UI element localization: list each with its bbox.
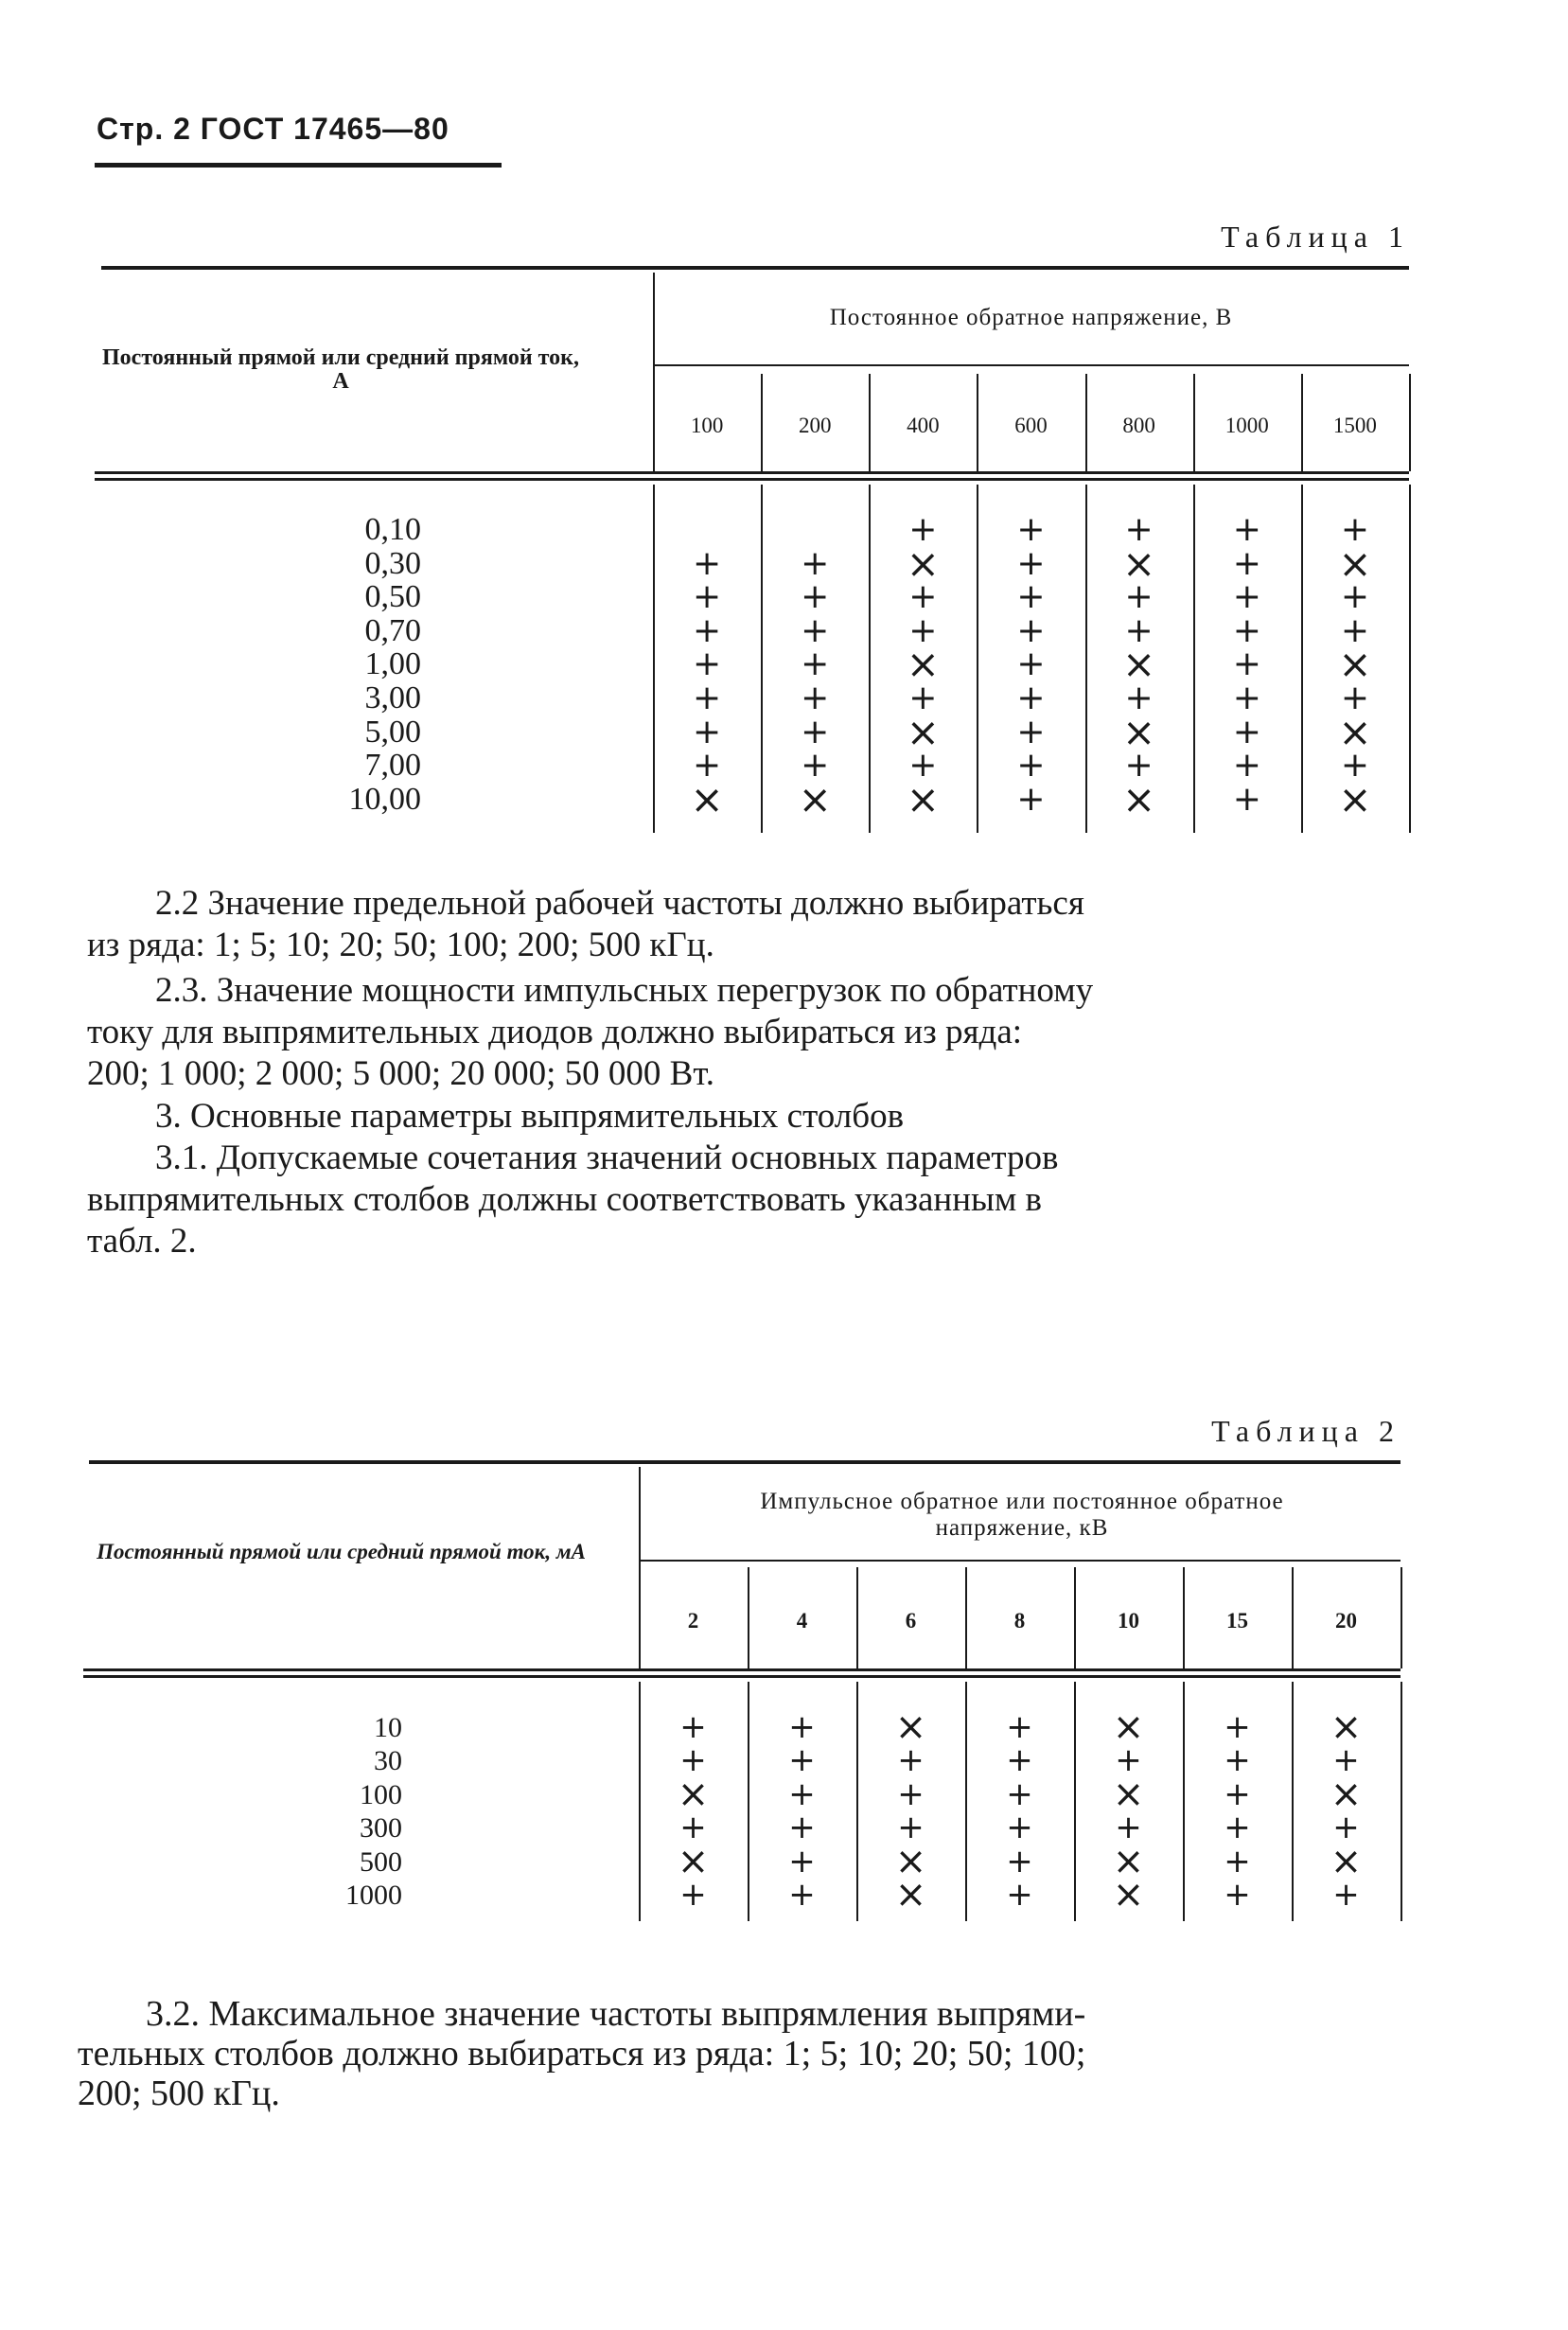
cross-mark: × <box>677 1839 710 1883</box>
plus-mark: + <box>1115 1741 1142 1780</box>
plus-mark: + <box>1006 1774 1033 1813</box>
cross-mark: × <box>798 775 832 822</box>
cross-mark: × <box>906 775 940 822</box>
paragraph-3-2-line: 3.2. Максимальное значение частоты выпрямления выпрями- <box>146 1994 1086 2034</box>
paragraph <box>87 1138 1410 1262</box>
cross-mark: × <box>1112 1705 1145 1749</box>
table1-top-rule <box>101 266 1409 270</box>
plus-mark: + <box>1016 543 1046 583</box>
page-number: Стр. 2 <box>97 112 191 146</box>
plus-mark: + <box>692 746 722 785</box>
cross-mark: × <box>1122 708 1156 755</box>
table1-column-header: 1000 <box>1224 414 1269 437</box>
paragraph-line: выпрямительных столбов должны соответствовать указанным в <box>87 1180 1043 1219</box>
plus-mark: + <box>1006 1876 1033 1914</box>
plus-mark: + <box>679 1708 707 1746</box>
table1-column-header: 600 <box>1014 414 1048 437</box>
plus-mark: + <box>801 712 830 751</box>
plus-mark: + <box>1124 746 1154 785</box>
plus-mark: + <box>1232 543 1261 583</box>
table1-row-label: 0,70 <box>364 612 421 648</box>
plus-mark: + <box>1332 1876 1360 1914</box>
plus-mark: + <box>908 510 938 549</box>
paragraph-3-2 <box>78 1994 1402 2113</box>
table2-row-label: 100 <box>360 1778 402 1810</box>
plus-mark: + <box>1124 577 1154 617</box>
table1-caption: Таблица 1 <box>1221 220 1410 254</box>
plus-mark: + <box>1016 712 1046 751</box>
cross-mark: × <box>677 1772 710 1816</box>
plus-mark: + <box>1224 1876 1251 1914</box>
cross-mark: × <box>690 775 724 822</box>
table1-row-label: 0,10 <box>364 512 421 547</box>
plus-mark: + <box>1232 577 1261 617</box>
table2-row-label: 1000 <box>345 1880 402 1911</box>
plus-mark: + <box>897 1809 925 1847</box>
paragraph-3-2-line: 200; 500 кГц. <box>78 2074 280 2113</box>
plus-mark: + <box>1232 712 1261 751</box>
table1-group-header: Постоянное обратное напряжение, В <box>829 305 1233 330</box>
plus-mark: + <box>788 1842 816 1880</box>
plus-mark: + <box>692 644 722 684</box>
plus-mark: + <box>1232 679 1261 717</box>
table1-head-rule <box>95 471 1409 474</box>
plus-mark: + <box>1224 1774 1251 1813</box>
paragraph-line: из ряда: 1; 5; 10; 20; 50; 100; 200; 500 кГц. <box>87 926 714 964</box>
cross-mark: × <box>1122 539 1156 587</box>
plus-mark: + <box>908 577 938 617</box>
empty-cell <box>761 513 869 547</box>
table2-head-rule <box>83 1668 1401 1671</box>
table2-col-divider <box>1401 1682 1402 1921</box>
cross-mark: × <box>894 1705 927 1749</box>
plus-mark: + <box>1332 1809 1360 1847</box>
plus-mark: + <box>1124 610 1154 650</box>
cross-mark: × <box>1330 1839 1363 1883</box>
table1-col-divider <box>1409 485 1411 833</box>
table2-row-label: 300 <box>360 1812 402 1845</box>
cross-mark: × <box>1330 1705 1363 1749</box>
plus-mark: + <box>679 1876 707 1914</box>
plus-mark: + <box>1232 610 1261 650</box>
plus-mark: + <box>801 644 830 684</box>
paragraph-line: 2.3. Значение мощности импульсных перегрузок по обратному <box>155 971 1094 1010</box>
table2-column-header: 6 <box>905 1609 917 1633</box>
cross-mark: × <box>894 1839 927 1883</box>
table1-col-divider <box>653 273 655 471</box>
table2-top-rule <box>89 1460 1401 1464</box>
plus-mark: + <box>1016 746 1046 785</box>
plus-mark: + <box>1232 779 1261 819</box>
header-rule <box>95 163 502 168</box>
table2-col-divider <box>1401 1567 1402 1668</box>
plus-mark: + <box>1006 1842 1033 1880</box>
plus-mark: + <box>801 679 830 717</box>
plus-mark: + <box>1016 679 1046 717</box>
cross-mark: × <box>906 539 940 587</box>
plus-mark: + <box>692 712 722 751</box>
plus-mark: + <box>692 543 722 583</box>
plus-mark: + <box>1124 510 1154 549</box>
cross-mark: × <box>1112 1772 1145 1816</box>
paragraph-line: 3.1. Допускаемые сочетания значений основных параметров <box>155 1139 1059 1177</box>
table2-caption: Таблица 2 <box>1211 1414 1401 1448</box>
standard-number: ГОСТ 17465—80 <box>200 112 449 146</box>
plus-mark: + <box>1232 644 1261 684</box>
plus-mark: + <box>1016 644 1046 684</box>
plus-mark: + <box>1340 577 1369 617</box>
plus-mark: + <box>1016 779 1046 819</box>
table1-row-label: 3,00 <box>364 680 421 715</box>
plus-mark: + <box>788 1741 816 1780</box>
paragraph-line: табл. 2. <box>87 1222 197 1261</box>
plus-mark: + <box>679 1741 707 1780</box>
cross-mark: × <box>906 708 940 755</box>
plus-mark: + <box>1340 510 1369 549</box>
table2-head-rule-2 <box>83 1675 1401 1678</box>
cross-mark: × <box>1122 775 1156 822</box>
plus-mark: + <box>1016 610 1046 650</box>
plus-mark: + <box>788 1774 816 1813</box>
plus-mark: + <box>908 746 938 785</box>
plus-mark: + <box>908 610 938 650</box>
plus-mark: + <box>1340 679 1369 717</box>
plus-mark: + <box>692 610 722 650</box>
page-header <box>97 112 449 147</box>
table2-column-header: 4 <box>796 1609 808 1633</box>
cross-mark: × <box>1122 641 1156 688</box>
plus-mark: + <box>801 543 830 583</box>
table1-row-label: 0,50 <box>364 579 421 615</box>
plus-mark: + <box>1115 1809 1142 1847</box>
table1-head-rule-2 <box>95 478 1409 481</box>
plus-mark: + <box>1340 610 1369 650</box>
paragraph <box>87 970 1410 1095</box>
table2-column-header: 2 <box>687 1609 699 1633</box>
paragraph <box>87 883 1410 966</box>
plus-mark: + <box>801 610 830 650</box>
empty-cell <box>653 513 761 547</box>
plus-mark: + <box>1224 1708 1251 1746</box>
table1-group-rule <box>653 364 1409 366</box>
paragraph-line: 2.2 Значение предельной рабочей частоты должно выбираться <box>155 884 1084 923</box>
plus-mark: + <box>897 1741 925 1780</box>
plus-mark: + <box>1232 746 1261 785</box>
plus-mark: + <box>1124 679 1154 717</box>
table1-column-header: 400 <box>907 414 940 437</box>
plus-mark: + <box>801 577 830 617</box>
plus-mark: + <box>788 1809 816 1847</box>
paragraph-line: 3. Основные параметры выпрямительных столбов <box>155 1097 905 1136</box>
plus-mark: + <box>801 746 830 785</box>
table2-group-header: Импульсное обратное или постоянное обратное напряжение, кВ <box>760 1489 1284 1541</box>
table1-row-label: 7,00 <box>364 748 421 784</box>
cross-mark: × <box>1112 1839 1145 1883</box>
cross-mark: × <box>894 1873 927 1916</box>
paragraph-line: 200; 1 000; 2 000; 5 000; 20 000; 50 000 Вт. <box>87 1054 714 1093</box>
cross-mark: × <box>1338 641 1372 688</box>
cross-mark: × <box>1338 708 1372 755</box>
table1-row-label: 1,00 <box>364 646 421 682</box>
table2-group-rule <box>639 1560 1401 1562</box>
paragraph-line: току для выпрямительных диодов должно выбираться из ряда: <box>87 1013 1023 1051</box>
plus-mark: + <box>1016 510 1046 549</box>
table1-col-divider <box>1409 374 1411 471</box>
plus-mark: + <box>1332 1741 1360 1780</box>
table2-row-header: Постоянный прямой или средний прямой ток, мА <box>97 1540 586 1563</box>
table1-column-header: 1500 <box>1332 414 1377 437</box>
cross-mark: × <box>1338 539 1372 587</box>
table2-col-divider <box>639 1467 641 1668</box>
table1-row-label: 5,00 <box>364 714 421 750</box>
table1-column-header: 800 <box>1122 414 1155 437</box>
plus-mark: + <box>1224 1842 1251 1880</box>
table1-row-label: 10,00 <box>348 781 421 817</box>
table2-row-label: 10 <box>374 1712 402 1743</box>
plus-mark: + <box>692 577 722 617</box>
paragraph <box>87 1096 1410 1138</box>
plus-mark: + <box>1224 1809 1251 1847</box>
plus-mark: + <box>788 1876 816 1914</box>
table2-column-header: 10 <box>1118 1609 1139 1633</box>
cross-mark: × <box>1338 775 1372 822</box>
cross-mark: × <box>906 641 940 688</box>
plus-mark: + <box>1006 1741 1033 1780</box>
table2-column-header: 15 <box>1226 1609 1248 1633</box>
plus-mark: + <box>1232 510 1261 549</box>
plus-mark: + <box>897 1774 925 1813</box>
plus-mark: + <box>1224 1741 1251 1780</box>
plus-mark: + <box>908 679 938 717</box>
plus-mark: + <box>1016 577 1046 617</box>
plus-mark: + <box>1006 1708 1033 1746</box>
plus-mark: + <box>1006 1809 1033 1847</box>
paragraph-3-2-line: тельных столбов должно выбираться из ряда: 1; 5; 10; 20; 50; 100; <box>78 2034 1086 2074</box>
plus-mark: + <box>788 1708 816 1746</box>
plus-mark: + <box>679 1809 707 1847</box>
cross-mark: × <box>1112 1873 1145 1916</box>
table1-column-header: 200 <box>798 414 832 437</box>
table2-column-header: 20 <box>1335 1609 1357 1633</box>
plus-mark: + <box>692 679 722 717</box>
table1-row-label: 0,30 <box>364 545 421 581</box>
table2-row-label: 30 <box>374 1745 402 1777</box>
plus-mark: + <box>1340 746 1369 785</box>
table2-column-header: 8 <box>1013 1609 1026 1633</box>
table2-row-label: 500 <box>360 1845 402 1878</box>
cross-mark: × <box>1330 1772 1363 1816</box>
table1-column-header: 100 <box>690 414 724 437</box>
table1-row-header: Постоянный прямой или средний прямой ток, А <box>102 345 579 395</box>
